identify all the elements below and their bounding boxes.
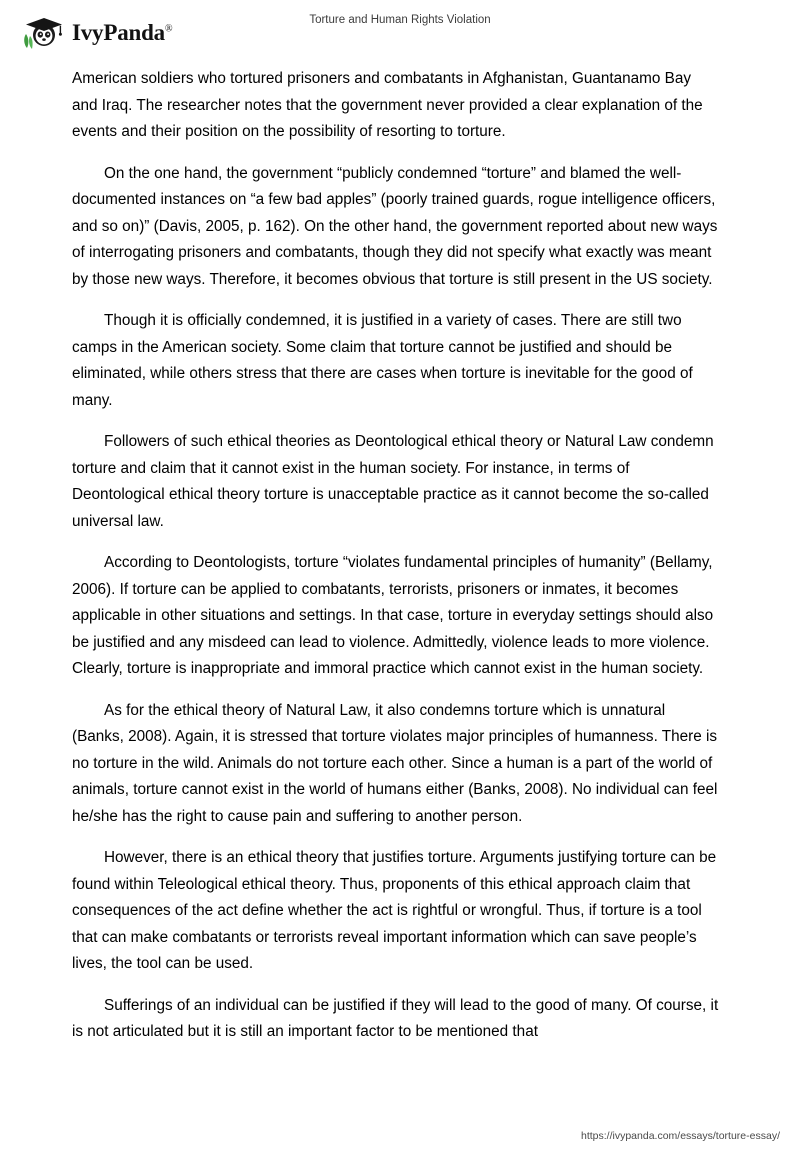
paragraph: However, there is an ethical theory that justifies torture. Arguments justifying torture can be found within Teleological ethical theory. Thus, proponents of this ethical approach claim that consequences of the act define whether the act is rightful or wrongful. Thus, if torture is a tool that can make combatants or terrorists reveal important information which can save people’s lives, the tool can be used. [72, 849, 717, 972]
paragraph: On the one hand, the government “publicly condemned “torture” and blamed the well-documented instances on “a few bad apples” (poorly trained guards, rogue intelligence officers, and so on)” (Davis, 2005, p. 162). On the other hand, the government reported about new ways of interrogating prisoners and combatants, though they did not specify what exactly was meant by those new ways. Therefore, it becomes obvious that torture is still present in the US society. [72, 164, 718, 288]
footer-source-url[interactable]: https://ivypanda.com/essays/torture-essay/ [580, 1130, 780, 1142]
document-body [72, 66, 720, 1061]
paragraph: Sufferings of an individual can be justified if they will lead to the good of many. Of course, it is not articulated but it is still an important factor to be mentioned that [72, 996, 719, 1040]
paragraph: American soldiers who tortured prisoners and combatants in Afghanistan, Guantanamo Bay and Iraq. The researcher notes that the government never provided a clear explanation of the events and their position on the possibility of resorting to torture. [72, 70, 703, 140]
paragraph: As for the ethical theory of Natural Law, it also condemns torture which is unnatural (Banks, 2008). Again, it is stressed that torture violates major principles of humanness. There is no torture in the wild. Animals do not torture each other. Since a human is a part of the world of animals, torture cannot exist in the world of humans either (Banks, 2008). No individual can feel he/she has the right to cause pain and suffering to another person. [72, 701, 718, 825]
page-header [0, 0, 800, 60]
paragraph: According to Deontologists, torture “violates fundamental principles of humanity” (Bellamy, 2006). If torture can be applied to combatants, terrorists, prisoners or inmates, it becomes applicable in other situations and settings. In that case, torture in everyday settings should also be justified and any misdeed can lead to violence. Admittedly, violence leads to more violence. Clearly, torture is inappropriate and immoral practice which cannot exist in the human society. [72, 554, 714, 677]
paragraph: Though it is officially condemned, it is justified in a variety of cases. There are still two camps in the American society. Some claim that torture cannot be justified and should be eliminated, while others stress that there are cases when torture is inevitable for the good of many. [72, 312, 693, 409]
paragraph: Followers of such ethical theories as Deontological ethical theory or Natural Law condemn torture and claim that it cannot exist in the human society. For instance, in terms of Deontological ethical theory torture is unacceptable practice as it cannot become the so-called universal law. [72, 433, 714, 530]
brand-name-text: IvyPanda [72, 19, 165, 45]
registered-trademark-symbol: ® [164, 22, 173, 34]
page-title: Torture and Human Rights Violation [309, 14, 491, 26]
